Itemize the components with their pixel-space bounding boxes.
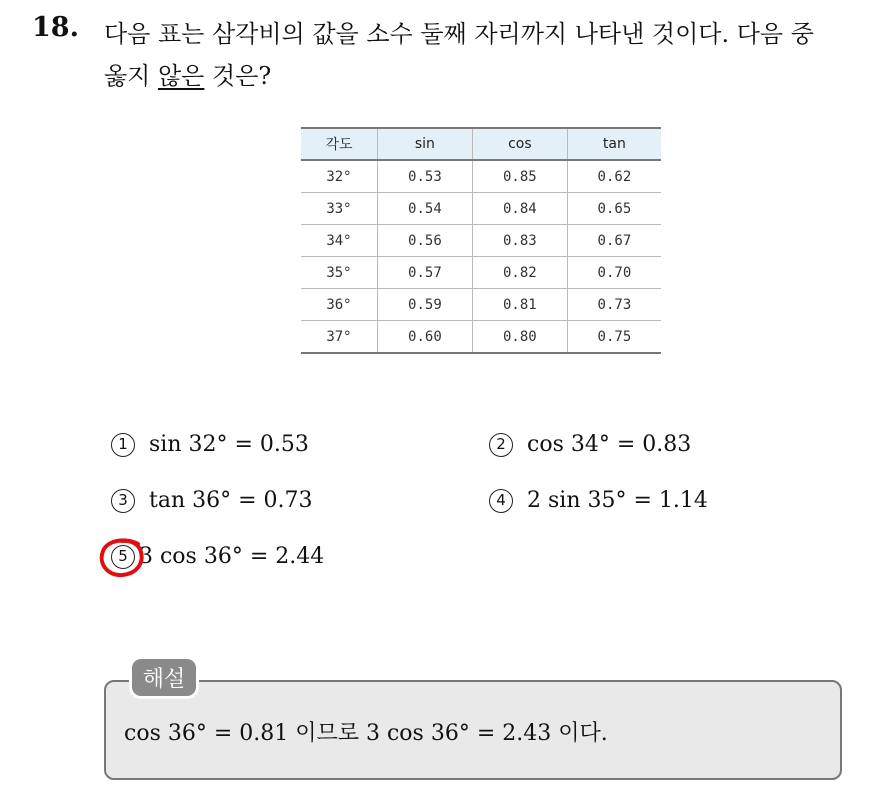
table-cell: 0.56	[377, 225, 472, 257]
table-cell: 0.84	[472, 193, 567, 225]
table-row	[301, 257, 661, 289]
table-header-tan: tan	[567, 128, 661, 160]
table-cell: 0.80	[472, 321, 567, 354]
choice-text: 3 cos 36° = 2.44	[139, 544, 325, 569]
choice-number-circle: 1	[111, 433, 135, 457]
table-header-angle: 각도	[301, 128, 377, 160]
table-cell: 0.62	[567, 160, 661, 193]
question-text-line1: 다음 표는 삼각비의 값을 소수 둘째 자리까지 나타낸 것이다. 다음 중	[104, 20, 814, 48]
table-row	[301, 193, 661, 225]
table-cell: 37°	[301, 321, 377, 354]
solution-label: 해설	[129, 656, 199, 699]
choice-3[interactable]	[111, 488, 313, 513]
choice-4[interactable]	[489, 488, 708, 513]
choice-text: 2 sin 35° = 1.14	[527, 488, 708, 513]
table-cell: 0.67	[567, 225, 661, 257]
choice-1[interactable]	[111, 432, 309, 457]
table-cell: 0.54	[377, 193, 472, 225]
table-row	[301, 289, 661, 321]
table-cell: 0.75	[567, 321, 661, 354]
table-cell: 35°	[301, 257, 377, 289]
table-cell: 0.65	[567, 193, 661, 225]
table-cell: 34°	[301, 225, 377, 257]
table-header-row	[301, 128, 661, 160]
table-cell: 0.59	[377, 289, 472, 321]
solution-text: cos 36° = 0.81 이므로 3 cos 36° = 2.43 이다.	[124, 721, 608, 746]
table-cell: 0.60	[377, 321, 472, 354]
table-cell: 36°	[301, 289, 377, 321]
trig-value-table	[301, 127, 661, 354]
choice-number-circle: 2	[489, 433, 513, 457]
table-cell: 0.57	[377, 257, 472, 289]
choice-text: cos 34° = 0.83	[527, 432, 692, 457]
table-cell: 0.73	[567, 289, 661, 321]
answer-circle-mark	[98, 536, 150, 582]
table-header-sin: sin	[377, 128, 472, 160]
table-cell: 0.82	[472, 257, 567, 289]
choice-number-circle: 3	[111, 489, 135, 513]
choice-text: tan 36° = 0.73	[149, 488, 313, 513]
question-text-pre: 옳지	[104, 62, 158, 90]
question-text-line2	[104, 56, 271, 91]
question-underlined-word: 않은	[158, 62, 205, 90]
table-row	[301, 321, 661, 354]
table-cell: 33°	[301, 193, 377, 225]
choice-number-circle: 4	[489, 489, 513, 513]
table-cell: 0.81	[472, 289, 567, 321]
table-cell: 0.85	[472, 160, 567, 193]
choice-2[interactable]	[489, 432, 691, 457]
table-cell: 0.53	[377, 160, 472, 193]
table-cell: 32°	[301, 160, 377, 193]
question-text-post: 것은?	[204, 62, 272, 90]
table-header-cos: cos	[472, 128, 567, 160]
question-number: 18.	[32, 12, 79, 43]
table-cell: 0.70	[567, 257, 661, 289]
table-row	[301, 160, 661, 193]
table-cell: 0.83	[472, 225, 567, 257]
choice-number-circle: 5	[111, 545, 135, 569]
table-row	[301, 225, 661, 257]
choice-text: sin 32° = 0.53	[149, 432, 309, 457]
